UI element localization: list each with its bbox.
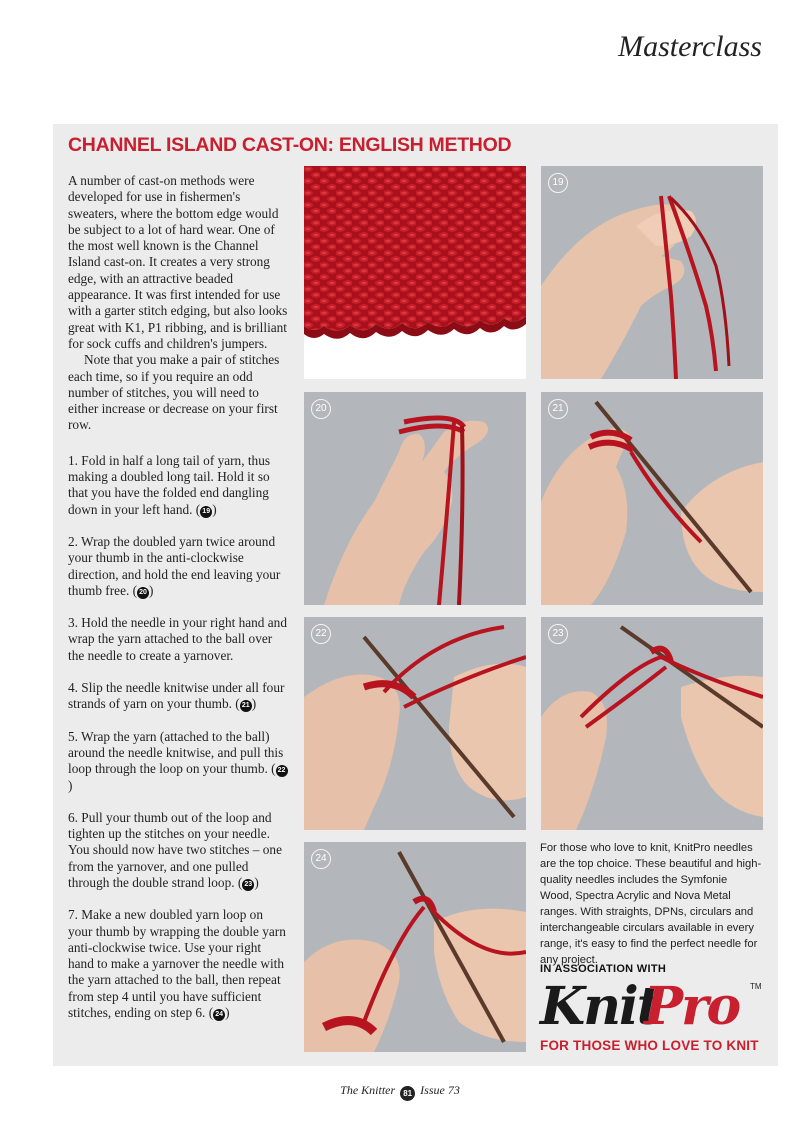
- step-end: ): [149, 582, 154, 598]
- intro-paragraph: A number of cast-on methods were developed for use in fishermen's sweaters, where the bottom edge would be subject to a lot of hard wear. One of the most well known is the Channel Island cast-on. It creates a very strong edge, with an attractive beaded appearance. It was first intended for use with a garter stitch edging, but also looks great with K1, P1 ribbing, and is brilliant for sock cuffs and children's jumpers.: [68, 173, 288, 351]
- photo-ref-badge: 22: [276, 765, 288, 777]
- step-end: ): [225, 1005, 230, 1021]
- wrap-yarn-needle-image: [304, 617, 526, 830]
- needle-under-strands-image: [541, 392, 763, 605]
- step-1: [68, 453, 290, 518]
- step-7: [68, 907, 290, 1021]
- step-text: 6. Pull your thumb out of the loop and tighten up the stitches on your needle. You should now have two stitches – one from the yarnover, and one pulled through the double strand loop. (: [68, 809, 282, 890]
- step-photo-21: [541, 392, 763, 605]
- step-photo-19: [541, 166, 763, 379]
- page-footer: [0, 1083, 800, 1101]
- logo-knit: Knit: [540, 976, 659, 1037]
- thumb-wrapped-yarn-image: [304, 392, 526, 605]
- photo-number: 23: [548, 624, 568, 644]
- step-text: 1. Fold in half a long tail of yarn, thus making a doubled long tail. Hold it so that you have the folded end dangling down in your left hand. (: [68, 452, 271, 517]
- repeat-loop-image: [304, 842, 526, 1052]
- photo-ref-badge: 20: [137, 587, 149, 599]
- article-text: [68, 173, 290, 1037]
- magazine-name: The Knitter: [340, 1083, 396, 1097]
- photo-ref-badge: 21: [240, 700, 252, 712]
- photo-ref-badge: 23: [242, 879, 254, 891]
- swatch-photo: [304, 166, 526, 379]
- step-text: 4. Slip the needle knitwise under all four strands of yarn on your thumb. (: [68, 680, 285, 712]
- steps-list: [68, 453, 290, 1022]
- knitpro-logo: [540, 976, 770, 1036]
- step-photo-23: [541, 617, 763, 830]
- step-end: ): [68, 777, 73, 793]
- step-text: 7. Make a new doubled yarn loop on your thumb by wrapping the double yarn anti-clockwise twice. Use your right hand to make a yarnover the needle with the yarn attached to the ball, then repeat from step 4 until you have sufficient stitches, ending on step 6. (: [68, 907, 286, 1021]
- step-2: [68, 534, 290, 599]
- step-photo-24: [304, 842, 526, 1052]
- step-4: [68, 680, 290, 713]
- step-photo-22: [304, 617, 526, 830]
- association-label: IN ASSOCIATION WITH: [540, 963, 667, 975]
- photo-number: 22: [311, 624, 331, 644]
- article-heading: CHANNEL ISLAND CAST-ON: ENGLISH METHOD: [68, 134, 512, 156]
- step-3: [68, 615, 290, 664]
- step-6: [68, 810, 290, 891]
- knitted-swatch-image: [304, 166, 526, 379]
- logo-trademark: TM: [750, 982, 762, 991]
- step-end: ): [251, 696, 257, 712]
- tightened-stitches-image: [541, 617, 763, 830]
- photo-ref-badge: 24: [213, 1009, 225, 1021]
- photo-number: 19: [548, 173, 568, 193]
- section-title: Masterclass: [618, 30, 762, 63]
- step-5: [68, 729, 290, 794]
- step-end: ): [254, 874, 259, 890]
- step-end: ): [212, 501, 217, 517]
- photo-number: 24: [311, 849, 331, 869]
- step-text: 5. Wrap the yarn (attached to the ball) around the needle knitwise, and pull this loop through the loop on your thumb. (: [68, 728, 284, 777]
- intro: [68, 173, 290, 434]
- issue-number: Issue 73: [420, 1083, 460, 1097]
- page-number: 81: [400, 1086, 415, 1101]
- advert-body: For those who love to knit, KnitPro needles are the top choice. These beautiful and high-quality needles includes the Symfonie Wood, Spectra Acrylic and Nova Metal ranges. With straights, DPNs, circulars and interchangeable circulars available in every range, it's easy to find the perfect needle for any project.: [540, 842, 762, 966]
- photo-number: 21: [548, 399, 568, 419]
- logo-pro: Pro: [644, 976, 740, 1037]
- knitpro-tagline: FOR THOSE WHO LOVE TO KNIT: [540, 1038, 759, 1053]
- intro-paragraph: Note that you make a pair of stitches each time, so if you require an odd number of stitches, you will need to either increase or decrease on your first row.: [68, 352, 280, 433]
- step-text: 3. Hold the needle in your right hand and wrap the yarn attached to the ball over the needle to create a yarnover.: [68, 615, 287, 663]
- photo-ref-badge: 19: [200, 506, 212, 518]
- hand-with-yarn-image: [541, 166, 763, 379]
- photo-number: 20: [311, 399, 331, 419]
- step-text: 2. Wrap the doubled yarn twice around your thumb in the anti-clockwise direction, and hold the end leaving your thumb free. (: [68, 533, 281, 598]
- step-photo-20: [304, 392, 526, 605]
